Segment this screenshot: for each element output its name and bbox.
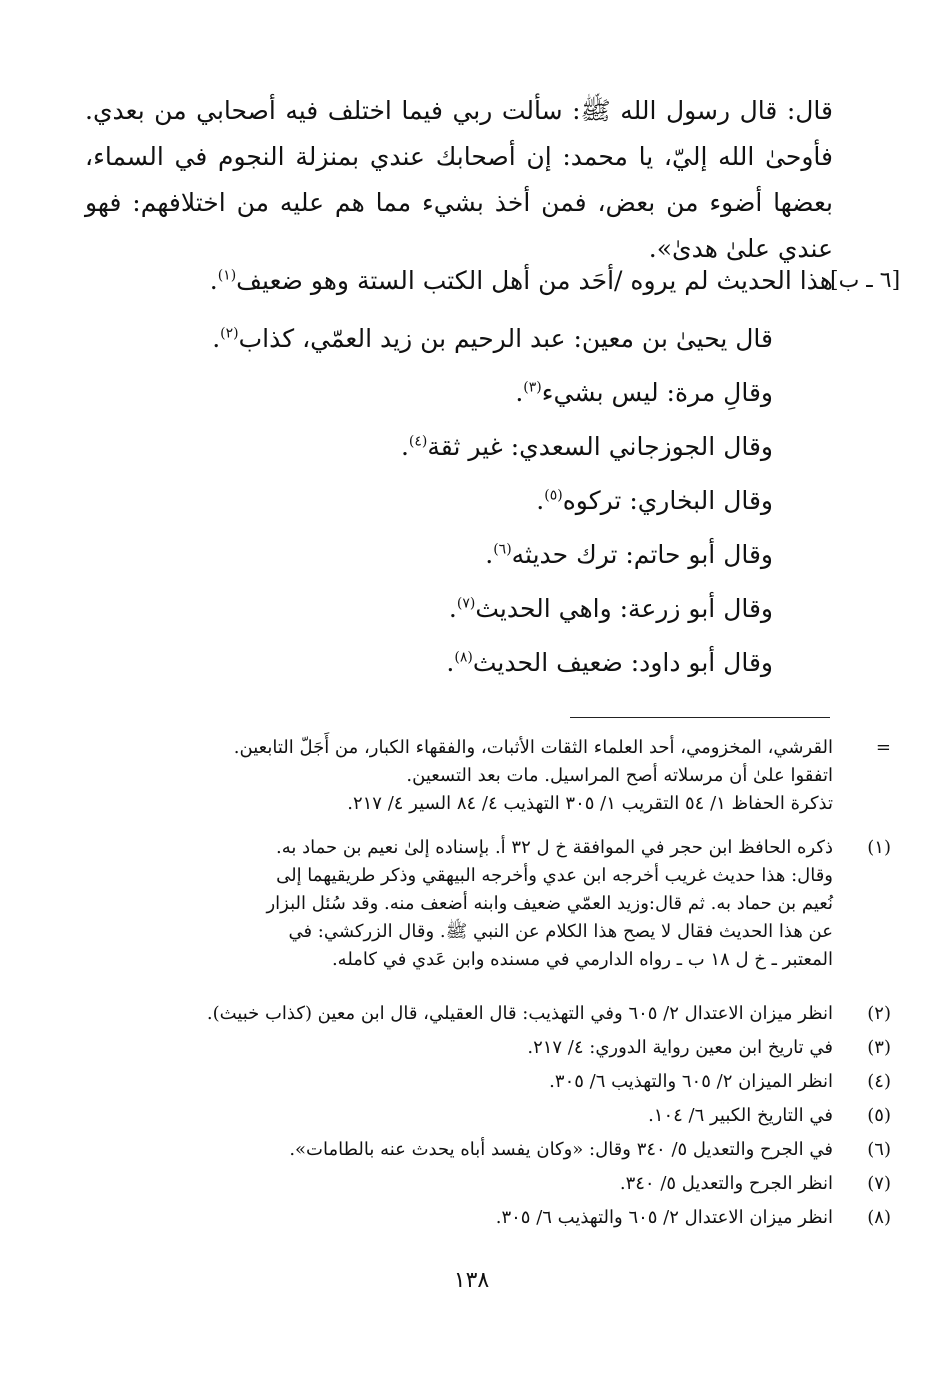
footnote-line: انظر ميزان الاعتدال ٢/ ٦٠٥ والتهذيب ٦/ ٣٠٥.	[495, 1207, 833, 1228]
footnote-line: في الجرح والتعديل ٥/ ٣٤٠ وقال: «وكان يفسد أباه يحدث عنه بالطامات».	[289, 1139, 833, 1160]
body-line-text: وقال أبو زرعة: واهي الحديث	[475, 594, 773, 623]
footnote-separator	[570, 717, 830, 718]
body-line-4	[401, 432, 773, 461]
body-line-text: قال يحيىٰ بن معين: عبد الرحيم بن زيد العمّي، كذاب	[238, 324, 773, 353]
body-line-6	[485, 540, 773, 569]
footnote-7	[83, 1170, 891, 1198]
footnote-ref: (٥)	[544, 487, 563, 504]
body-line-text: هذا الحديث لم يروه /أحَد من أهل الكتب الستة وهو ضعيف	[236, 266, 833, 295]
footnote-ref: (٤)	[408, 433, 428, 450]
footnote-number: (١)	[867, 837, 891, 858]
body-line-text: وقالِ مرة: ليس بشيء	[541, 378, 773, 407]
body-line-end: .	[485, 540, 494, 569]
footnote-number: (٣)	[867, 1037, 891, 1058]
footnote-line: انظر الجرح والتعديل ٥/ ٣٤٠.	[619, 1173, 833, 1194]
manuscript-folio-marker: [٦ ـ ب]	[830, 268, 901, 293]
footnote-line: اتفقوا علىٰ أن مرسلاته أصح المراسيل. مات بعد التسعين.	[406, 765, 833, 786]
body-line-1	[210, 266, 833, 295]
footnote-6	[83, 1136, 891, 1164]
footnote-line: وقال: هذا حديث غريب أخرجه ابن عدي وأخرجه البيهقي وذكر طريقيهما إلى	[276, 865, 833, 886]
footnote-ref: (٣)	[523, 379, 542, 396]
body-line-8	[446, 648, 773, 677]
footnote-number: (٧)	[867, 1173, 891, 1194]
body-line-7	[449, 594, 773, 623]
footnote-4	[83, 1068, 891, 1096]
footnote-number: =	[875, 737, 891, 758]
page-number: ١٣٨	[453, 1268, 490, 1293]
footnote-8	[83, 1204, 891, 1232]
footnote-ref: (٦)	[493, 541, 512, 558]
footnote-line: نُعيم بن حماد به. ثم قال:وزيد العمّي ضعيف وابنه أضعف منه. وقد سُئل البزار	[266, 893, 833, 914]
body-line-end: .	[448, 594, 457, 623]
footnote-continuation	[83, 734, 891, 818]
footnote-line: عن هذا الحديث فقال لا يصح هذا الكلام عن النبي ﷺ. وقال الزركشي: في	[288, 921, 833, 942]
footnote-number: (٢)	[867, 1003, 891, 1024]
footnote-number: (٨)	[867, 1207, 891, 1228]
footnote-line: انظر الميزان ٢/ ٦٠٥ والتهذيب ٦/ ٣٠٥.	[549, 1071, 833, 1092]
footnote-ref: (٧)	[456, 595, 476, 612]
body-line-3	[515, 378, 773, 407]
footnote-line: تذكرة الحفاظ ١/ ٥٤ التقريب ١/ ٣٠٥ التهذيب ٤/ ٨٤ السير ٤/ ٢١٧.	[347, 793, 833, 814]
footnote-1	[83, 834, 891, 974]
footnote-ref: (٢)	[220, 325, 239, 342]
footnote-ref: (١)	[217, 267, 237, 284]
body-line-end: .	[536, 486, 545, 515]
footnote-number: (٥)	[867, 1105, 891, 1126]
body-line-end: .	[515, 378, 524, 407]
footnote-line: في التاريخ الكبير ٦/ ١٠٤.	[648, 1105, 833, 1126]
body-line-text: وقال البخاري: تركوه	[562, 486, 773, 515]
body-line-text: وقال أبو داود: ضعيف الحديث	[472, 648, 773, 677]
footnote-ref: (٨)	[454, 649, 473, 666]
footnote-line: القرشي، المخزومي، أحد العلماء الثقات الأثبات، والفقهاء الكبار، من أَجَلّ التابعين.	[233, 737, 833, 758]
body-line-text: وقال الجوزجاني السعدي: غير ثقة	[427, 432, 773, 461]
intro-paragraph	[85, 88, 833, 272]
footnote-3	[83, 1034, 891, 1062]
footnote-line: ذكره الحافظ ابن حجر في الموافقة خ ل ٣٢ أ. بإسناده إلىٰ نعيم بن حماد به.	[275, 837, 833, 858]
body-line-5	[536, 486, 773, 515]
body-line-end: .	[209, 266, 218, 295]
footnote-number: (٤)	[867, 1071, 891, 1092]
footnote-line: المعتبر ـ خ ل ١٨ ب ـ رواه الدارمي في مسنده وابن عَدي في كامله.	[331, 949, 833, 970]
body-line-2	[212, 324, 773, 353]
footnote-line: في تاريخ ابن معين رواية الدوري: ٤/ ٢١٧.	[527, 1037, 833, 1058]
footnote-5	[83, 1102, 891, 1130]
intro-text: قال: قال رسول الله ﷺ: سألت ربي فيما اختلف فيه أصحابي من بعدي. فأوحىٰ الله إليّ، يا محمد: إن أصحابك عندي بمنزلة النجوم في السماء، بعضها أضوء من بعض، فمن أخذ بشيء مما هم عليه من اختلافهم: فهو عندي علىٰ هدىٰ».	[85, 96, 833, 263]
body-line-text: وقال أبو حاتم: ترك حديثه	[511, 540, 773, 569]
body-line-end: .	[446, 648, 455, 677]
footnote-line: انظر ميزان الاعتدال ٢/ ٦٠٥ وفي التهذيب: قال العقيلي، قال ابن معين (كذاب خبيث).	[206, 1003, 833, 1024]
body-line-end: .	[400, 432, 409, 461]
footnote-2	[83, 1000, 891, 1028]
body-line-end: .	[212, 324, 221, 353]
footnote-number: (٦)	[867, 1139, 891, 1160]
